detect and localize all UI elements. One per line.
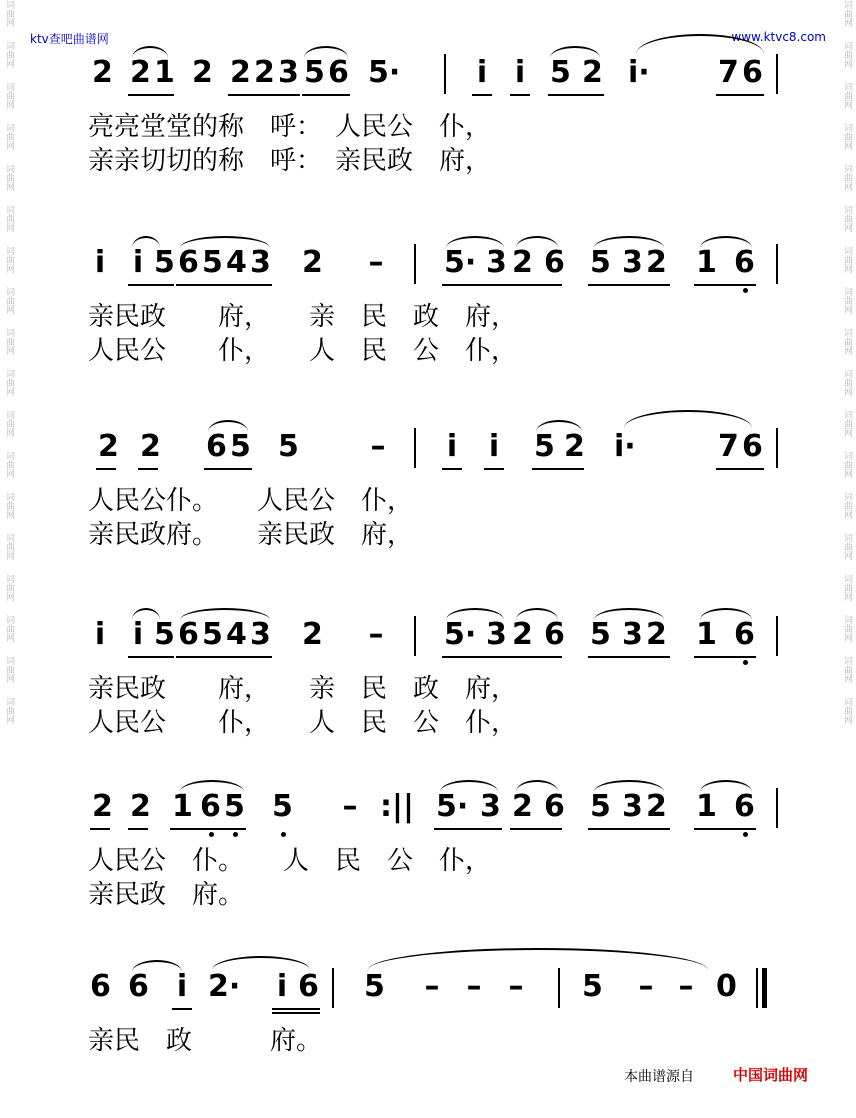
slur (550, 46, 600, 58)
note: 2 (582, 55, 603, 90)
slur (516, 780, 558, 792)
watermark-text: 词曲网 (4, 164, 14, 191)
note: i (476, 55, 488, 90)
underline (172, 1008, 192, 1010)
note: 1 (696, 617, 717, 652)
bar-line (332, 968, 334, 1008)
underline (510, 94, 530, 96)
bar-line (414, 616, 416, 656)
watermark-text: 词曲网 (4, 656, 14, 683)
note: – (370, 429, 386, 464)
note: 1 (696, 245, 717, 280)
note: 2 (302, 617, 323, 652)
note: 7 (718, 55, 739, 90)
note: 5 (590, 789, 611, 824)
note: 5 (534, 429, 555, 464)
underline (510, 284, 562, 286)
note: 3 (250, 245, 271, 280)
note: 5 (364, 969, 385, 1004)
underline (716, 468, 764, 470)
watermark-text: 词曲网 (842, 123, 852, 150)
lyrics-verse-2: 人民公 仆， 人 民 公 仆， (88, 336, 518, 366)
underline (204, 468, 252, 470)
note: 0 (716, 969, 737, 1004)
watermark-text: 词曲网 (842, 697, 852, 724)
underline (548, 94, 604, 96)
note: 2 (302, 245, 323, 280)
lyrics-verse-1: 人民公仆。 人民公 仆， (88, 486, 414, 516)
note: 5 (154, 617, 175, 652)
header-left-site[interactable]: ktv查吧曲谱网 (30, 32, 109, 46)
score-system-2 (88, 238, 788, 366)
slur (304, 46, 348, 58)
watermark-text: 词曲网 (842, 82, 852, 109)
watermark-text: 词曲网 (4, 0, 14, 27)
note: 2 (646, 789, 667, 824)
underline (272, 1012, 320, 1014)
bar-line (444, 54, 446, 94)
slur (132, 236, 160, 248)
note: 7 (718, 429, 739, 464)
bar-line (776, 428, 778, 468)
underline (588, 828, 670, 830)
note: 6 (544, 789, 565, 824)
watermark-text: 词曲网 (842, 533, 852, 560)
note: 3 (486, 245, 507, 280)
slur (700, 608, 752, 620)
note: 5· (436, 789, 469, 824)
lyrics-verse-1: 亲民 政 府。 (88, 1026, 323, 1056)
note: 6 (298, 969, 319, 1004)
watermark-text: 词曲网 (4, 615, 14, 642)
note: 6 (206, 429, 227, 464)
underline (228, 94, 300, 96)
note: i (276, 969, 288, 1004)
note: 5· (368, 55, 401, 90)
underline (484, 468, 504, 470)
note: 5 (272, 789, 293, 824)
note: – (368, 617, 384, 652)
slur (180, 780, 244, 792)
note: 4 (226, 245, 247, 280)
note: 6 (128, 969, 149, 1004)
watermark-text: 词曲网 (842, 41, 852, 68)
note: – (508, 969, 524, 1004)
note: 3 (278, 55, 299, 90)
note: 6 (734, 789, 755, 824)
note: 1 (172, 789, 193, 824)
underline (442, 468, 462, 470)
watermark-text: 词曲网 (842, 492, 852, 519)
note: 5 (590, 617, 611, 652)
underline (694, 656, 756, 658)
bar-line (776, 54, 778, 94)
note: i (176, 969, 188, 1004)
slur (446, 236, 504, 248)
watermark-text: 词曲网 (842, 369, 852, 396)
note: 3 (622, 617, 643, 652)
underline (442, 656, 510, 658)
watermark-text: 词曲网 (4, 287, 14, 314)
watermark-text: 词曲网 (4, 574, 14, 601)
watermark-text: 词曲网 (4, 205, 14, 232)
underline (272, 1008, 320, 1010)
note: i (132, 245, 144, 280)
bar-line (414, 244, 416, 284)
underline (510, 656, 562, 658)
slur (594, 780, 664, 792)
note: – (466, 969, 482, 1004)
note: – (678, 969, 694, 1004)
note: i (488, 429, 500, 464)
note: 6 (544, 617, 565, 652)
underline (170, 828, 246, 830)
note: 3 (622, 789, 643, 824)
slur (516, 608, 558, 620)
watermark-text: 词曲网 (842, 574, 852, 601)
note: 6 (742, 55, 763, 90)
note: 5 (278, 429, 299, 464)
lyrics-verse-2: 亲亲切切的称 呼： 亲民政 府， (88, 146, 492, 176)
underline (302, 94, 350, 96)
watermark-text: 词曲网 (842, 451, 852, 478)
final-bar-thick (762, 968, 767, 1008)
slur (516, 236, 558, 248)
note: 6 (544, 245, 565, 280)
slur (536, 420, 582, 432)
header-right-site[interactable]: www.ktvc8.com (731, 30, 826, 44)
underline (128, 284, 174, 286)
watermark-text: 词曲网 (842, 410, 852, 437)
note: 5· (444, 617, 477, 652)
note: 5 (304, 55, 325, 90)
footer (0, 1066, 856, 1086)
note: i· (628, 55, 650, 90)
note: 5 (230, 429, 251, 464)
watermark-text: 词曲网 (4, 369, 14, 396)
note: – (424, 969, 440, 1004)
bar-line (776, 616, 778, 656)
notation-line-3 (88, 422, 788, 474)
note: 6 (328, 55, 349, 90)
note: 2 (92, 789, 113, 824)
note: 2· (208, 969, 241, 1004)
slur (132, 46, 168, 58)
slur (446, 608, 504, 620)
note: 2 (646, 245, 667, 280)
lyrics-verse-1: 人民公 仆。 人 民 公 仆， (88, 846, 492, 876)
bar-line (414, 428, 416, 468)
note: i (446, 429, 458, 464)
score-system-4 (88, 610, 788, 738)
watermark-text: 词曲网 (842, 205, 852, 232)
note: 2 (564, 429, 585, 464)
slur (624, 410, 752, 428)
note: 2 (512, 789, 533, 824)
note: – (368, 245, 384, 280)
note: 5 (202, 245, 223, 280)
final-bar-thin (756, 968, 758, 1008)
underline (694, 828, 756, 830)
watermark-text: 词曲网 (4, 451, 14, 478)
watermark-text: 词曲网 (4, 246, 14, 273)
slur (180, 236, 270, 248)
note: i (132, 617, 144, 652)
notation-line-5 (88, 782, 788, 834)
note: 5 (590, 245, 611, 280)
note: 5· (444, 245, 477, 280)
score-system-3 (88, 422, 788, 550)
lyrics-verse-1: 亲民政 府， 亲 民 政 府， (88, 302, 518, 332)
lyrics-verse-2: 亲民政府。 亲民政 府， (88, 520, 414, 550)
slur (440, 780, 498, 792)
underline (588, 656, 670, 658)
slur (208, 420, 248, 432)
watermark-text: 词曲网 (4, 82, 14, 109)
notation-line-6 (88, 962, 788, 1014)
watermark-text: 词曲网 (4, 533, 14, 560)
source-label: 本曲谱源自 (624, 1069, 694, 1085)
underline (138, 468, 158, 470)
lower-octave-dot (233, 832, 238, 837)
note: 6 (178, 245, 199, 280)
note: 2 (254, 55, 275, 90)
note: i· (614, 429, 636, 464)
notation-line-4 (88, 610, 788, 662)
watermark-text: 词曲网 (842, 164, 852, 191)
watermark-text: 词曲网 (4, 492, 14, 519)
note: 2 (130, 55, 151, 90)
note: 6 (734, 245, 755, 280)
watermark-text: 词曲网 (842, 328, 852, 355)
underline (176, 284, 272, 286)
score-system-5 (88, 782, 788, 910)
note: 6 (742, 429, 763, 464)
lyrics-verse-2: 人民公 仆， 人 民 公 仆， (88, 708, 518, 738)
left-watermark-strip (2, 0, 16, 1118)
slur (212, 956, 310, 970)
watermark-text: 词曲网 (842, 615, 852, 642)
underline (128, 656, 174, 658)
watermark-text: 词曲网 (4, 410, 14, 437)
watermark-text: 词曲网 (842, 246, 852, 273)
watermark-text: 词曲网 (4, 123, 14, 150)
underline (96, 468, 116, 470)
underline (588, 284, 670, 286)
note: 5 (224, 789, 245, 824)
lyrics-verse-2: 亲民政 府。 (88, 880, 245, 910)
lyrics-verse-1: 亮亮堂堂的称 呼： 人民公 仆， (88, 112, 492, 142)
notation-line-2 (88, 238, 788, 290)
slur (594, 608, 664, 620)
note: 2 (512, 245, 533, 280)
slur (132, 960, 182, 972)
note: 3 (486, 617, 507, 652)
score-system-1 (88, 48, 788, 176)
watermark-text: 词曲网 (4, 697, 14, 724)
watermark-text: 词曲网 (4, 41, 14, 68)
slur (700, 780, 752, 792)
note: – (342, 789, 358, 824)
slur (180, 608, 270, 620)
lower-octave-dot (743, 832, 748, 837)
note: 5 (582, 969, 603, 1004)
underline (434, 828, 502, 830)
note: 5 (550, 55, 571, 90)
source-site-link[interactable]: 中国词曲网 (733, 1066, 809, 1084)
note: i (94, 245, 106, 280)
repeat-end: :|| (380, 789, 414, 824)
note: 6 (178, 617, 199, 652)
underline (176, 656, 272, 658)
underline (90, 828, 110, 830)
underline (442, 284, 510, 286)
note: 3 (250, 617, 271, 652)
underline (128, 828, 148, 830)
underline (716, 94, 764, 96)
note: 2 (140, 429, 161, 464)
slur (594, 236, 664, 248)
note: 2 (92, 55, 113, 90)
bar-line (776, 788, 778, 828)
lower-octave-dot (281, 832, 286, 837)
note: 5 (202, 617, 223, 652)
underline (472, 94, 492, 96)
lower-octave-dot (209, 832, 214, 837)
note: 2 (646, 617, 667, 652)
note: 2 (230, 55, 251, 90)
watermark-text: 词曲网 (842, 656, 852, 683)
score-system-6 (88, 962, 788, 1056)
watermark-text: 词曲网 (4, 328, 14, 355)
underline (532, 468, 584, 470)
note: i (94, 617, 106, 652)
note: 2 (512, 617, 533, 652)
lower-octave-dot (743, 288, 748, 293)
watermark-text: 词曲网 (842, 287, 852, 314)
note: 3 (480, 789, 501, 824)
watermark-text: 词曲网 (842, 0, 852, 27)
note: 3 (622, 245, 643, 280)
lyrics-verse-1: 亲民政 府， 亲 民 政 府， (88, 674, 518, 704)
note: 5 (154, 245, 175, 280)
note: 6 (200, 789, 221, 824)
note: – (638, 969, 654, 1004)
note: 2 (130, 789, 151, 824)
bar-line (776, 244, 778, 284)
note: 2 (98, 429, 119, 464)
slur (368, 948, 708, 970)
right-watermark-strip (840, 0, 854, 1118)
lower-octave-dot (743, 660, 748, 665)
underline (510, 828, 562, 830)
note: 4 (226, 617, 247, 652)
slur (700, 236, 752, 248)
note: 6 (90, 969, 111, 1004)
notation-line-1 (88, 48, 788, 100)
note: 6 (734, 617, 755, 652)
underline (128, 94, 174, 96)
slur (132, 608, 160, 620)
underline (694, 284, 756, 286)
note: 1 (154, 55, 175, 90)
bar-line (558, 968, 560, 1008)
note: i (514, 55, 526, 90)
note: 1 (696, 789, 717, 824)
note: 2 (192, 55, 213, 90)
